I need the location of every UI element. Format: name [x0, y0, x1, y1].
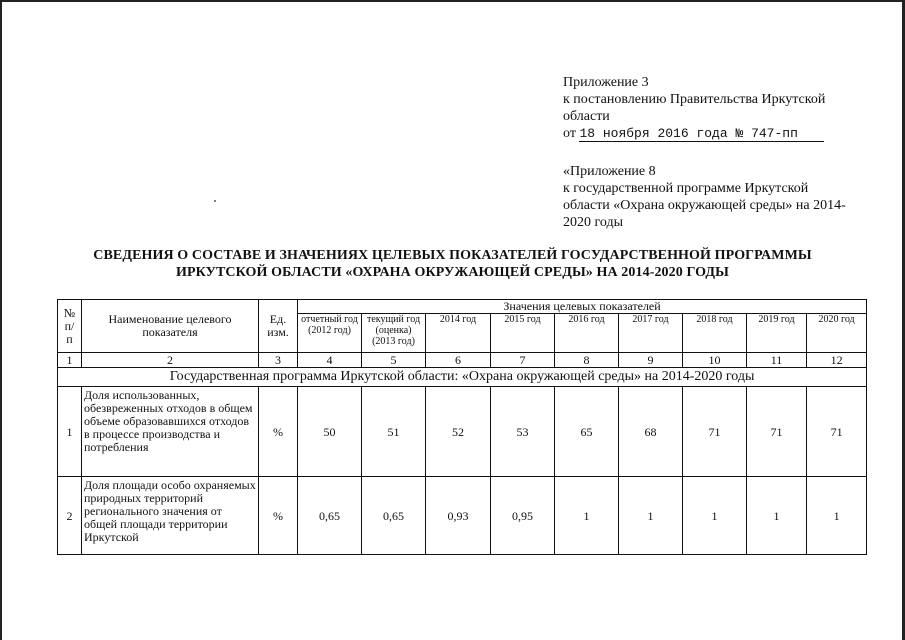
table-row — [58, 387, 867, 477]
column-number: 2 — [82, 353, 259, 368]
row-value: 52 — [426, 387, 491, 477]
column-number: 3 — [259, 353, 298, 368]
header-year: отчетный год (2012 год) — [298, 314, 362, 353]
title-line-2: ИРКУТСКОЙ ОБЛАСТИ «ОХРАНА ОКРУЖАЮЩЕЙ СРЕДЫ» НА 2014-2020 ГОДЫ — [176, 265, 729, 280]
header-values-group: Значения целевых показателей — [298, 300, 867, 314]
appendix-date-value: 18 ноября 2016 года № 747-пп — [579, 126, 823, 142]
scan-border-left — [0, 0, 2, 640]
column-number: 1 — [58, 353, 82, 368]
appendix2-block — [563, 163, 848, 231]
appendix-block — [563, 74, 863, 142]
header-year: 2015 год — [491, 314, 555, 353]
appendix-line-1: Приложение 3 — [563, 75, 649, 90]
header-row-1 — [58, 300, 867, 314]
column-number: 7 — [491, 353, 555, 368]
row-unit: % — [259, 387, 298, 477]
section-title: Государственная программа Иркутской области: «Охрана окружающей среды» на 2014-2020 годы — [58, 368, 867, 387]
row-value: 53 — [491, 387, 555, 477]
header-year: 2018 год — [683, 314, 747, 353]
row-value: 51 — [362, 387, 426, 477]
header-year: 2014 год — [426, 314, 491, 353]
header-year: 2016 год — [555, 314, 619, 353]
row-num: 2 — [58, 477, 82, 555]
header-num: № п/ п — [58, 300, 82, 353]
row-value: 71 — [747, 387, 807, 477]
table-row — [58, 477, 867, 555]
title-line-1: СВЕДЕНИЯ О СОСТАВЕ И ЗНАЧЕНИЯХ ЦЕЛЕВЫХ ПОКАЗАТЕЛЕЙ ГОСУДАРСТВЕННОЙ ПРОГРАММЫ — [93, 248, 812, 263]
scan-speck — [214, 200, 216, 202]
row-value: 1 — [555, 477, 619, 555]
row-name: Доля использованных, обезвреженных отходов в общем объеме образовавшихся отходов в процессе производства и потребления — [82, 387, 259, 477]
column-number: 6 — [426, 353, 491, 368]
indicators-table — [57, 299, 867, 555]
row-value: 0,65 — [362, 477, 426, 555]
column-number: 11 — [747, 353, 807, 368]
row-value: 50 — [298, 387, 362, 477]
row-value: 0,65 — [298, 477, 362, 555]
row-value: 68 — [619, 387, 683, 477]
row-value: 0,95 — [491, 477, 555, 555]
section-row — [58, 368, 867, 387]
header-year: текущий год (оценка) (2013 год) — [362, 314, 426, 353]
column-number: 12 — [807, 353, 867, 368]
row-value: 1 — [747, 477, 807, 555]
header-unit: Ед. изм. — [259, 300, 298, 353]
column-number: 10 — [683, 353, 747, 368]
row-value: 1 — [619, 477, 683, 555]
appendix2-line-1: «Приложение 8 — [563, 164, 656, 179]
column-number: 4 — [298, 353, 362, 368]
row-num: 1 — [58, 387, 82, 477]
row-value: 1 — [683, 477, 747, 555]
appendix-date-prefix: от — [563, 126, 576, 141]
column-number-row — [58, 353, 867, 368]
row-value: 0,93 — [426, 477, 491, 555]
header-year: 2017 год — [619, 314, 683, 353]
row-value: 65 — [555, 387, 619, 477]
row-name: Доля площади особо охраняемых природных территорий регионального значения от общей площади территории Иркутской — [82, 477, 259, 555]
appendix-line-4 — [563, 125, 863, 142]
header-year: 2020 год — [807, 314, 867, 353]
column-number: 5 — [362, 353, 426, 368]
row-value: 1 — [807, 477, 867, 555]
row-value: 71 — [683, 387, 747, 477]
appendix-line-3: области — [563, 109, 610, 124]
header-year: 2019 год — [747, 314, 807, 353]
row-value: 71 — [807, 387, 867, 477]
appendix-line-2: к постановлению Правительства Иркутской — [563, 92, 826, 107]
document-title — [40, 247, 865, 281]
header-name: Наименование целевого показателя — [82, 300, 259, 353]
appendix2-line-2: к государственной программе Иркутской области «Охрана окружающей среды» на 2014-2020 годы — [563, 181, 846, 230]
column-number: 8 — [555, 353, 619, 368]
column-number: 9 — [619, 353, 683, 368]
row-unit: % — [259, 477, 298, 555]
scan-border-top — [0, 0, 905, 2]
